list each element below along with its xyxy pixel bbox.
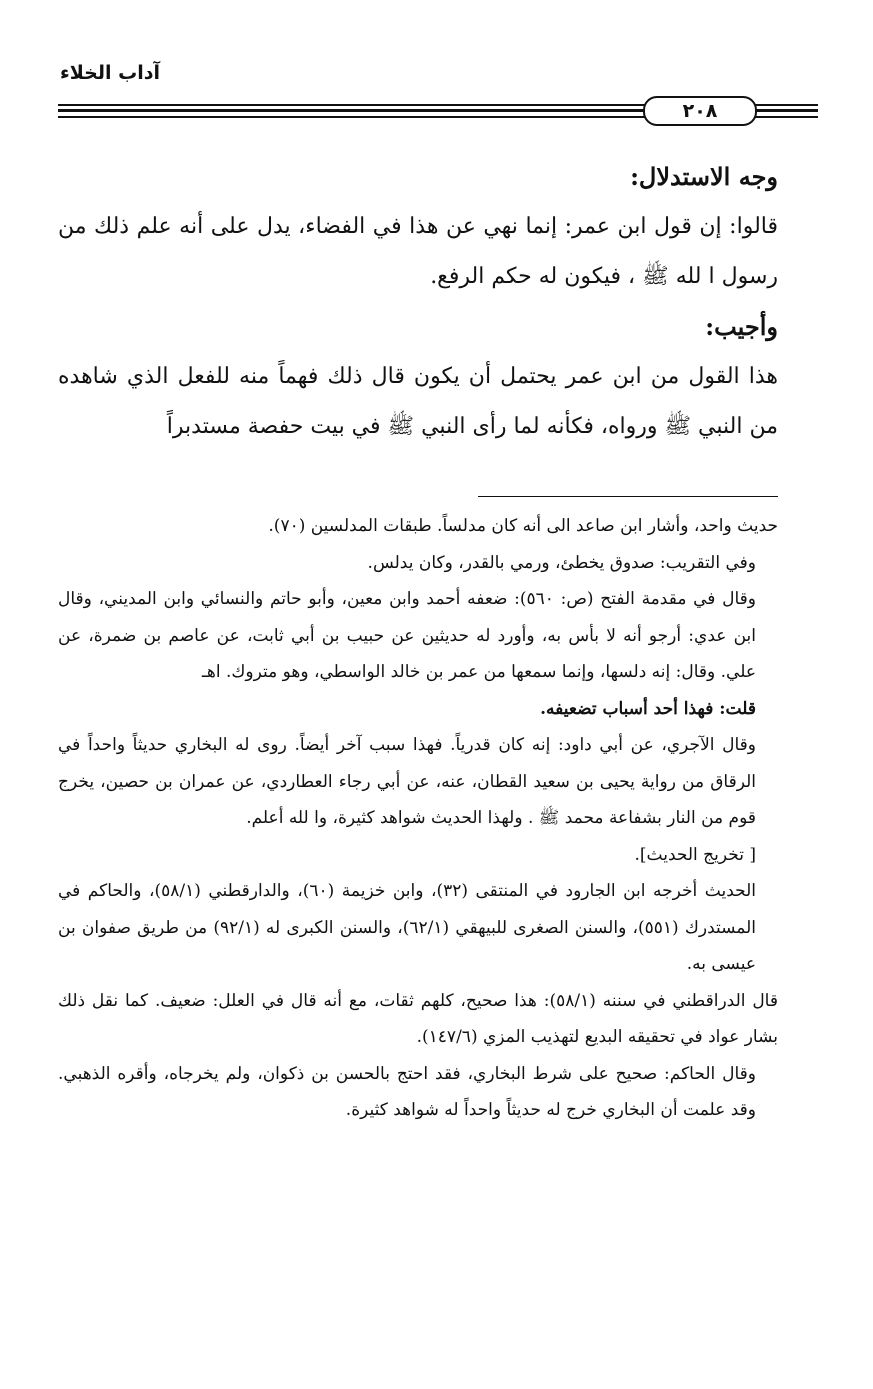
footnote-line: [ تخريج الحديث]. xyxy=(634,844,756,865)
section-heading: وجه الاستدلال: xyxy=(630,162,778,191)
footnote-divider xyxy=(478,496,778,497)
footnote-line: وفي التقريب: صدوق يخطئ، ورمي بالقدر، وكان يدلس. xyxy=(367,552,756,573)
footnote-line: وقال في مقدمة الفتح (ص: ٥٦٠): ضعفه أحمد وابن معين، وأبو حاتم والنسائي وابن المديني، وقال ابن عدي: أرجو أنه لا بأس به، وأورد له حديثين عن حبيب بن أبي ثابت، عن عاصم بن ضمرة، عن علي. وقال: إنه دلسها، وإنما سمعها من عمر بن خالد الواسطي، وهو متروك. اهـ xyxy=(58,589,756,682)
footnotes xyxy=(58,508,778,1129)
reply-heading: وأجيب: xyxy=(705,312,778,341)
main-paragraph-1: قالوا: إن قول ابن عمر: إنما نهي عن هذا في الفضاء، يدل على أنه علم ذلك من رسول ا لله ﷺ ، فيكون له حكم الرفع. xyxy=(58,214,778,289)
footnote-line: قال الدراقطني في سننه (٥٨/١): هذا صحيح، كلهم ثقات، مع أنه قال في العلل: ضعيف. كما نقل ذلك بشار عواد في تحقيقه البديع لتهذيب المزي (١٤٧/٦). xyxy=(58,990,778,1047)
footnote-line: وقال الحاكم: صحيح على شرط البخاري، فقد احتج بالحسن بن ذكوان، ولم يخرجاه، وأقره الذهبي. وقد علمت أن البخاري خرج له حديثاً واحداً له شواهد كثيرة. xyxy=(58,1063,756,1120)
main-paragraph-2: هذا القول من ابن عمر يحتمل أن يكون قال ذلك فهماً منه للفعل الذي شاهده من النبي ﷺ ورواه، فكأنه لما رأى النبي ﷺ في بيت حفصة مستدبراً xyxy=(58,364,778,439)
page-number: ٢٠٨ xyxy=(643,96,757,126)
main-text xyxy=(58,152,778,452)
running-title: آداب الخلاء xyxy=(60,62,160,84)
footnote-line: حديث واحد، وأشار ابن صاعد الى أنه كان مدلساً. طبقات المدلسين (٧٠). xyxy=(268,516,778,536)
header-rule xyxy=(58,96,818,126)
footnote-line: قلت: فهذا أحد أسباب تضعيفه. xyxy=(540,698,756,719)
footnote-line: وقال الآجري، عن أبي داود: إنه كان قدرياً. فهذا سبب آخر أيضاً. روى له البخاري حديثاً واحداً في الرقاق من رواية يحيى بن سعيد القطان، عنه، عن أبي رجاء العطاردي، عن عمران بن حصين، يخرج قوم من النار بشفاعة محمد ﷺ . ولهذا الحديث شواهد كثيرة، وا لله أعلم. xyxy=(58,735,756,828)
footnote-line: الحديث أخرجه ابن الجارود في المنتقى (٣٢)، وابن خزيمة (٦٠)، والدارقطني (٥٨/١)، والحاكم في المستدرك (٥٥١)، والسنن الصغرى للبيهقي (٦٢/١)، والسنن الكبرى له (٩٢/١) من طريق صفوان بن عيسى به. xyxy=(58,881,757,974)
